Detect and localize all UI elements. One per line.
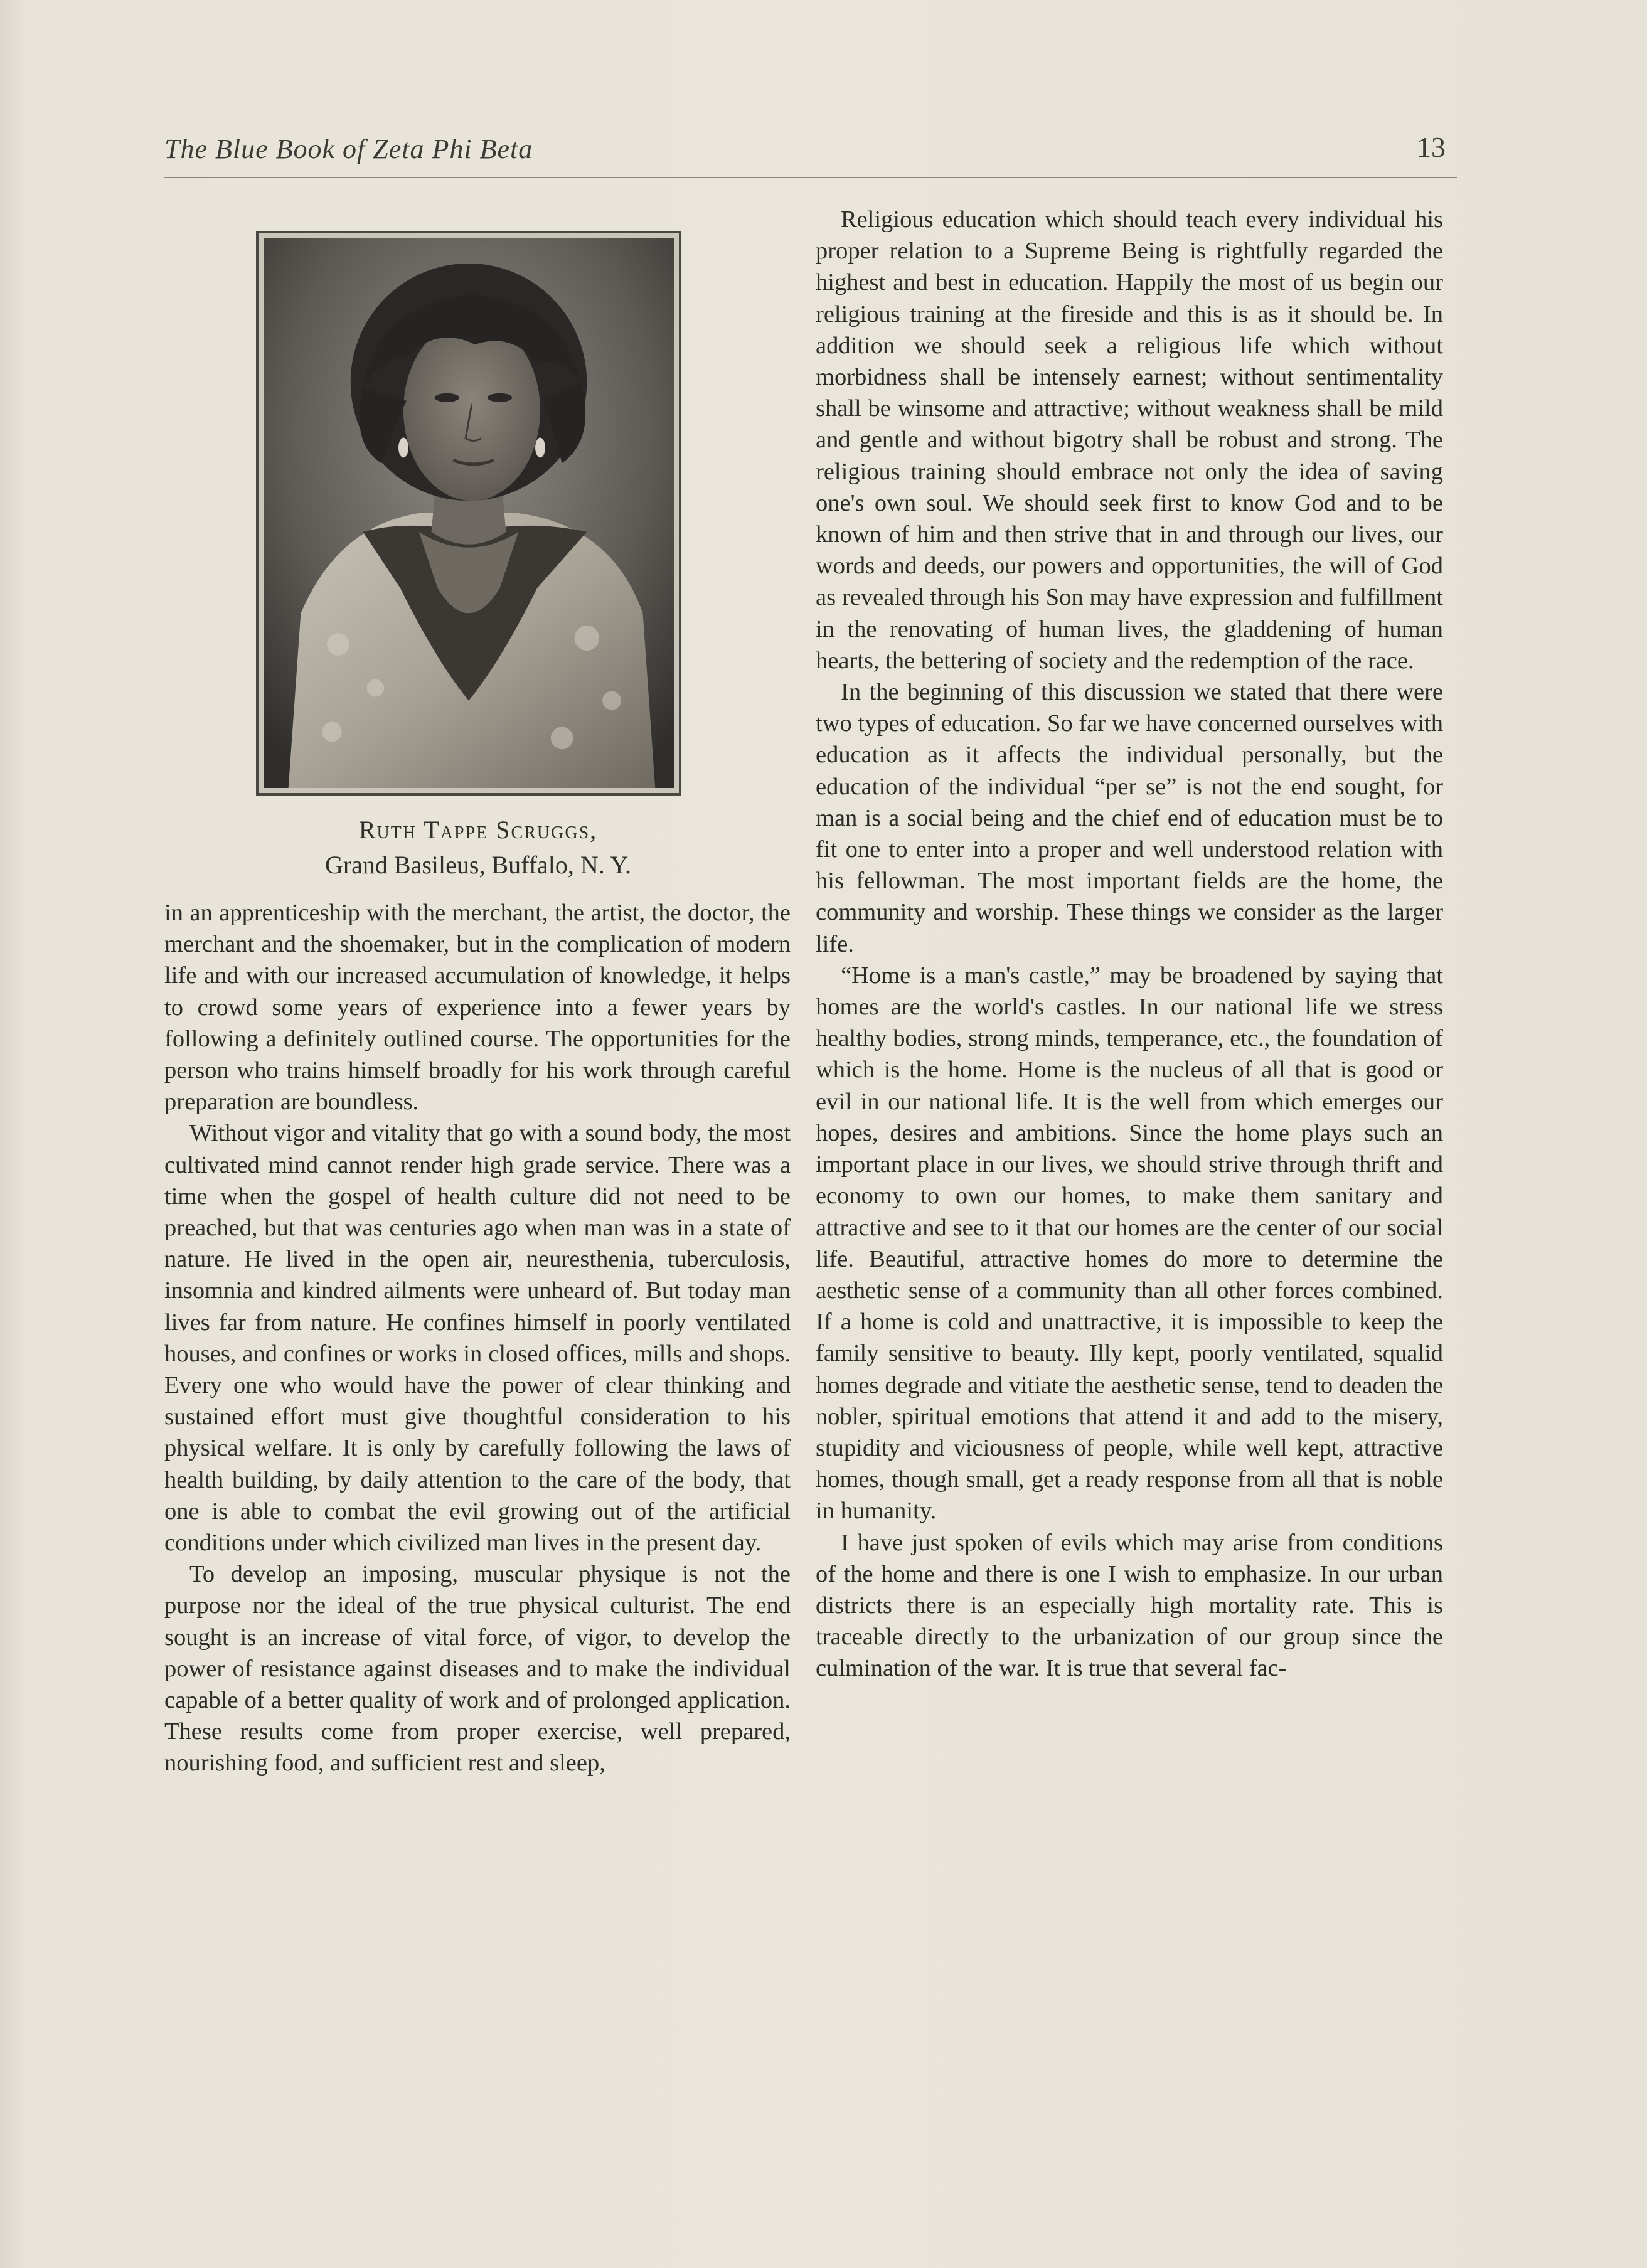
caption-title-line: Grand Basileus, Buffalo, N. Y. xyxy=(324,851,632,879)
running-title: The Blue Book of Zeta Phi Beta xyxy=(164,134,533,164)
right-column xyxy=(816,204,1443,1685)
photo-caption xyxy=(164,812,792,883)
left-column xyxy=(164,897,791,1779)
portrait-photograph xyxy=(256,231,681,796)
portrait-icon xyxy=(264,238,674,788)
left-paragraph-3: To develop an imposing, muscular physique is not the purpose nor the ideal of the true physical culturist. The end sought is an increase of vital force, of vigor, to develop the power of resistance against diseases and to make the individual capable of a better quality of work and of prolonged application. These results come from proper exercise, well prepared, nourishing food, and sufficient rest and sleep, xyxy=(164,1561,791,1777)
right-paragraph-2: In the beginning of this discussion we stated that there were two types of education. So far we have concerned ourselves with education as it affects the individual personally, but the education of the individual “per se” is not the end sought, for man is a social being and the chief end of education must be to fit one to enter into a proper and well understood relation with his fellowman. The most important fields are the home, the community and worship. These things we consider as the larger life. xyxy=(816,679,1443,957)
page-number: 13 xyxy=(1417,131,1446,163)
left-paragraph-1: in an apprenticeship with the merchant, the artist, the doctor, the merchant and the shoemaker, but in the complication of modern life and with our increased accumulation of knowledge, it helps to crowd some years of experience into a fewer years by following a definitely outlined course. The opportunities for the person who trains himself broadly for his work through careful preparation are boundless. xyxy=(164,900,791,1115)
right-paragraph-1: Religious education which should teach every individual his proper relation to a Supreme Being is rightfully regarded the highest and best in education. Happily the most of us begin our religious training at the fireside and this is as it should be. In addition we should seek a religious life which without morbidness shall be intensely earnest; without sentimentality shall be winsome and attractive; without weakness shall be mild and gentle and without bigotry shall be robust and strong. The religious training should embrace not only the idea of saving one's own soul. We should seek first to know God and to be known of him and then strive that in and through our lives, our words and deeds, our powers and opportunities, the will of God as revealed through his Son may have expression and fulfillment in the renovating of human lives, the gladdening of human hearts, the bettering of society and the redemption of the race. xyxy=(816,206,1443,674)
caption-name: Ruth Tappe Scruggs, xyxy=(358,816,598,844)
right-paragraph-4: I have just spoken of evils which may arise from conditions of the home and there is one I wish to emphasize. In our urban districts there is an especially high mortality rate. This is traceable directly to the urbanization of our group since the culmination of the war. It is true that several fac- xyxy=(816,1529,1443,1682)
left-paragraph-2: Without vigor and vitality that go with a sound body, the most cultivated mind cannot render high grade service. There was a time when the gospel of health culture did not need to be preached, but that was centuries ago when man was in a state of nature. He lived in the open air, neuresthenia, tuberculosis, insomnia and kindred ailments were unheard of. But today man lives far from nature. He confines himself in poorly ventilated houses, and confines or works in closed offices, mills and shops. Every one who would have the power of clear thinking and sustained effort must give thoughtful consideration to his physical welfare. It is only by carefully following the laws of health building, by daily attention to the care of the body, that one is able to combat the evil growing out of the artificial conditions under which civilized man lives in the present day. xyxy=(164,1120,791,1557)
running-header xyxy=(164,133,1457,178)
right-paragraph-3: “Home is a man's castle,” may be broadened by saying that homes are the world's castles. In our national life we stress healthy bodies, strong minds, temperance, etc., the foundation of which is the home. Home is the nucleus of all that is good or evil in our national life. It is the well from which emerges our hopes, desires and ambitions. Since the home plays such an important place in our lives, we should strive through thrift and economy to own our homes, to make them sanitary and attractive and see to it that our homes are the center of our social life. Beautiful, attractive homes do more to determine the aesthetic sense of a community than all other forces combined. If a home is cold and unattractive, it is impossible to keep the family sensitive to beauty. Illy kept, poorly ventilated, squalid homes degrade and vitiate the aesthetic sense, tend to deaden the nobler, spiritual emotions that attend it and add to the misery, stupidity and viciousness of people, while well kept, attractive homes, though small, get a ready response from all that is noble in humanity. xyxy=(816,962,1443,1525)
